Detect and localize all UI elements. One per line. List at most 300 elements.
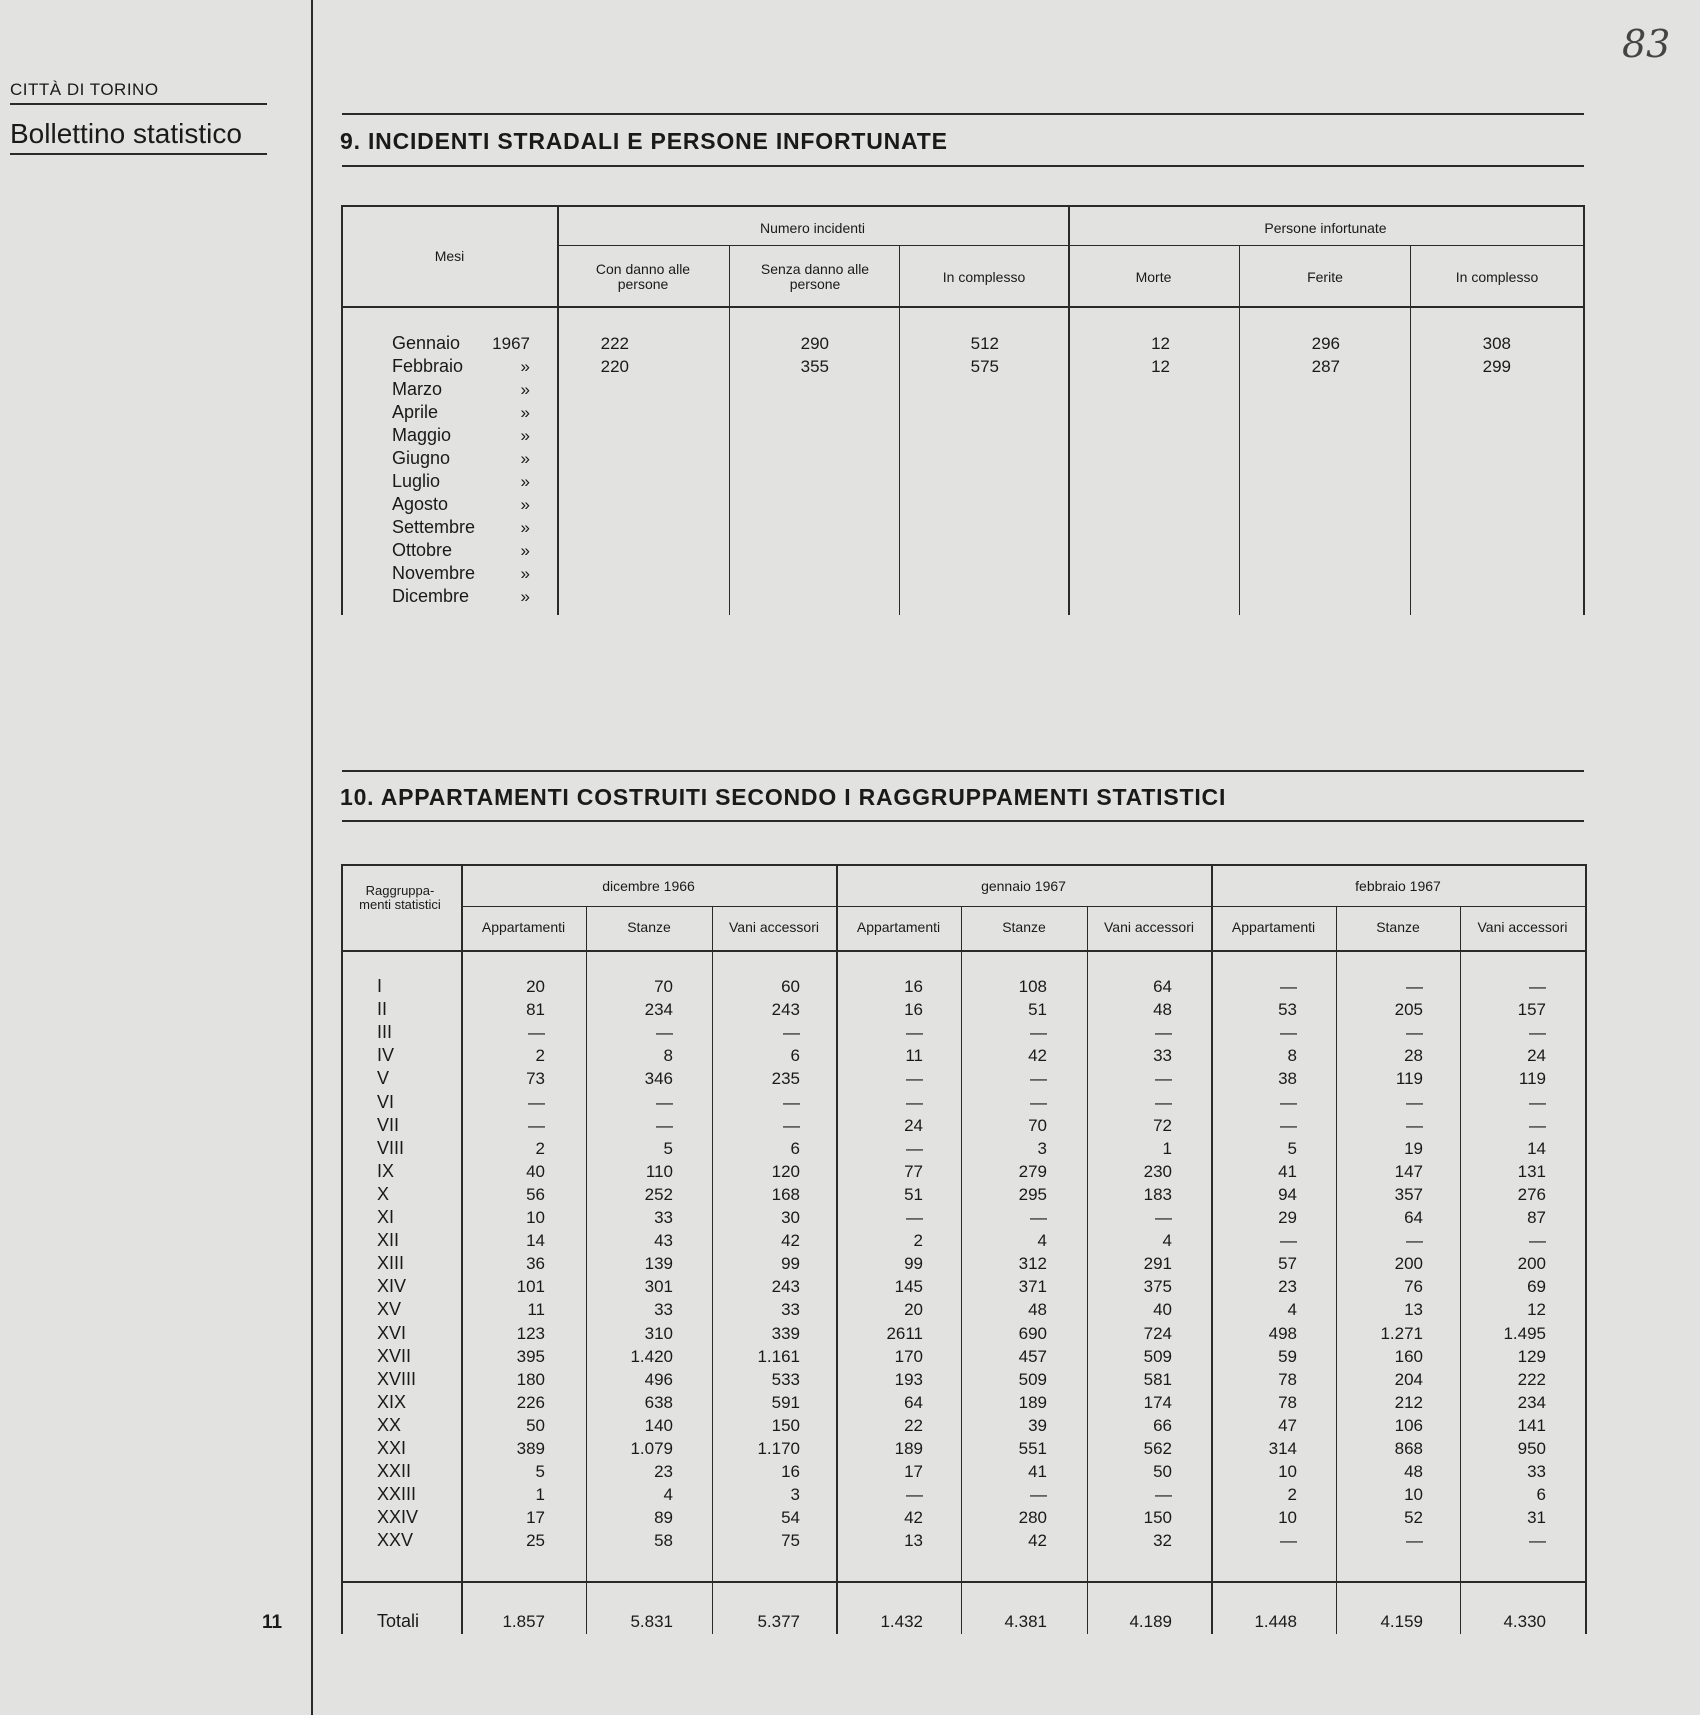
table-cell: 10 bbox=[526, 1208, 545, 1227]
table-cell: 189 bbox=[1018, 1392, 1047, 1412]
table-cell: 70 bbox=[1028, 1115, 1047, 1135]
table-cell bbox=[919, 516, 999, 539]
table-cell bbox=[749, 585, 829, 608]
injured-group-header: Persone infortunate bbox=[1264, 220, 1387, 236]
table-cell: 77 bbox=[904, 1161, 923, 1181]
subcol-header: Stanze bbox=[1376, 919, 1420, 935]
table-cell: 2 bbox=[535, 1138, 545, 1158]
table-cell: 4 bbox=[663, 1485, 673, 1505]
table-cell: — bbox=[1155, 1208, 1172, 1227]
table-cell: — bbox=[1155, 1092, 1172, 1112]
table-cell: 291 bbox=[1143, 1254, 1172, 1274]
table-cell: 78 bbox=[1278, 1369, 1297, 1389]
table-cell: — bbox=[1406, 977, 1423, 996]
table-cell: 10 bbox=[1278, 1462, 1297, 1482]
table-cell bbox=[549, 424, 629, 447]
table-cell: 4 bbox=[1287, 1300, 1297, 1320]
table-cell: 2 bbox=[1287, 1485, 1297, 1505]
table-cell: 5 bbox=[663, 1138, 673, 1158]
group-label: XXII bbox=[377, 1461, 412, 1482]
table-cell bbox=[1260, 493, 1340, 516]
year-label: » bbox=[520, 518, 530, 537]
table-cell: — bbox=[1030, 1208, 1047, 1227]
total-cell: 1.432 bbox=[880, 1612, 923, 1631]
table-cell: 28 bbox=[1404, 1046, 1423, 1066]
col-header: In complesso bbox=[942, 269, 1026, 285]
table-cell: 33 bbox=[654, 1208, 673, 1227]
table-cell: 562 bbox=[1143, 1439, 1172, 1458]
table-cell: — bbox=[656, 1092, 673, 1112]
table-cell: 40 bbox=[1153, 1300, 1172, 1320]
table-cell bbox=[549, 470, 629, 493]
table-cell: — bbox=[1030, 1023, 1047, 1043]
table-cell: 75 bbox=[781, 1531, 800, 1551]
table-cell bbox=[1431, 401, 1511, 424]
table-cell: 41 bbox=[1278, 1161, 1297, 1181]
year-label: » bbox=[520, 426, 530, 445]
month-label: Dicembre bbox=[392, 586, 470, 606]
table-cell: 20 bbox=[526, 977, 545, 996]
table-cell bbox=[1090, 585, 1170, 608]
table-cell bbox=[1090, 539, 1170, 562]
month-label: Aprile bbox=[392, 402, 439, 422]
table-cell: 357 bbox=[1394, 1184, 1423, 1204]
table-cell bbox=[1431, 424, 1511, 447]
col-header: Senza danno alle persone bbox=[760, 261, 870, 292]
table-cell: 139 bbox=[644, 1254, 673, 1274]
table-cell bbox=[1431, 562, 1511, 585]
table-cell: 87 bbox=[1527, 1208, 1546, 1227]
table-cell: 11 bbox=[527, 1300, 545, 1320]
table-cell: 174 bbox=[1143, 1392, 1172, 1412]
table-cell bbox=[919, 585, 999, 608]
table-cell bbox=[749, 516, 829, 539]
table-cell bbox=[1431, 470, 1511, 493]
table-cell: 299 bbox=[1482, 357, 1511, 376]
table-cell: — bbox=[1406, 1115, 1423, 1135]
table-cell: 131 bbox=[1517, 1161, 1546, 1181]
table-cell: 23 bbox=[1278, 1277, 1297, 1297]
table-cell: 230 bbox=[1143, 1161, 1172, 1181]
table-cell: — bbox=[1280, 1023, 1297, 1043]
group-label: VI bbox=[377, 1091, 395, 1112]
table-cell: — bbox=[1406, 1023, 1423, 1043]
table-cell: 16 bbox=[781, 1462, 800, 1482]
table-cell: 8 bbox=[663, 1046, 673, 1066]
table-cell: 222 bbox=[600, 334, 629, 353]
table-cell: — bbox=[1529, 1092, 1546, 1112]
table-cell: 17 bbox=[526, 1508, 545, 1528]
table-cell bbox=[749, 539, 829, 562]
table-cell: 2611 bbox=[886, 1323, 923, 1343]
group-label: XXV bbox=[377, 1530, 414, 1551]
table-cell bbox=[919, 562, 999, 585]
table-cell: 53 bbox=[1278, 1000, 1297, 1020]
table-cell: 220 bbox=[600, 357, 629, 376]
table-cell bbox=[749, 493, 829, 516]
table-cell: 310 bbox=[644, 1323, 673, 1343]
table-cell: — bbox=[1280, 1231, 1297, 1251]
table-cell bbox=[749, 401, 829, 424]
table-cell: 1.495 bbox=[1503, 1323, 1546, 1343]
table-cell: — bbox=[528, 1115, 545, 1135]
total-cell: 4.330 bbox=[1503, 1612, 1546, 1631]
year-label: » bbox=[520, 495, 530, 514]
table-cell bbox=[1260, 539, 1340, 562]
year-label: » bbox=[520, 564, 530, 583]
table-cell: 106 bbox=[1394, 1415, 1423, 1435]
table-cell bbox=[1260, 447, 1340, 470]
table-cell bbox=[549, 585, 629, 608]
table-cell: 48 bbox=[1153, 1000, 1172, 1020]
table-cell: — bbox=[528, 1092, 545, 1112]
table-cell bbox=[1090, 562, 1170, 585]
group-label: XXI bbox=[377, 1438, 407, 1458]
table-cell: 12 bbox=[1151, 334, 1170, 353]
table-cell: 252 bbox=[644, 1184, 673, 1204]
publication-title: Bollettino statistico bbox=[10, 118, 242, 149]
table-cell: — bbox=[1529, 1231, 1546, 1251]
table-cell: 99 bbox=[904, 1254, 923, 1274]
table-cell: 2 bbox=[913, 1231, 923, 1251]
table-cell bbox=[919, 424, 999, 447]
table-cell bbox=[749, 424, 829, 447]
table-cell: 59 bbox=[1278, 1346, 1297, 1366]
table-cell: 14 bbox=[526, 1231, 545, 1251]
month-label: Febbraio bbox=[392, 356, 464, 376]
table-cell bbox=[1090, 378, 1170, 401]
header-divider bbox=[10, 153, 267, 155]
table-cell: 10 bbox=[1404, 1485, 1423, 1505]
table-cell bbox=[1431, 585, 1511, 608]
table-cell: 43 bbox=[654, 1231, 673, 1251]
table-cell bbox=[749, 447, 829, 470]
table-cell: 389 bbox=[516, 1439, 545, 1458]
table-cell: 50 bbox=[526, 1415, 545, 1435]
table-cell: — bbox=[906, 1069, 923, 1089]
table-cell: 24 bbox=[1527, 1046, 1546, 1066]
month-label: Agosto bbox=[392, 494, 449, 514]
table-cell: 94 bbox=[1278, 1184, 1297, 1204]
table-cell bbox=[549, 378, 629, 401]
table-cell: — bbox=[1280, 1092, 1297, 1112]
table-cell: 54 bbox=[781, 1508, 800, 1528]
table-cell: 10 bbox=[1278, 1508, 1297, 1528]
table-cell bbox=[749, 378, 829, 401]
total-cell: 5.377 bbox=[757, 1612, 800, 1631]
table-cell: 19 bbox=[1404, 1138, 1423, 1158]
table-cell: — bbox=[783, 1023, 800, 1043]
year-label: » bbox=[520, 357, 530, 376]
month-label: Settembre bbox=[392, 517, 476, 537]
year-label: » bbox=[520, 380, 530, 399]
table-cell: 6 bbox=[1536, 1485, 1546, 1505]
table-cell: 123 bbox=[516, 1323, 545, 1343]
month-label: Giugno bbox=[392, 448, 451, 468]
table-cell bbox=[1431, 447, 1511, 470]
table-cell: 395 bbox=[516, 1346, 545, 1366]
table-cell bbox=[1431, 378, 1511, 401]
subcol-header: Appartamenti bbox=[856, 919, 941, 935]
table-cell: — bbox=[1280, 1531, 1297, 1551]
incidents-group-header: Numero incidenti bbox=[759, 220, 866, 236]
table-cell: 279 bbox=[1018, 1161, 1047, 1181]
table-cell: 1.161 bbox=[757, 1346, 800, 1366]
total-cell: 5.831 bbox=[630, 1612, 673, 1631]
table-cell: 33 bbox=[654, 1300, 673, 1320]
table-cell: — bbox=[1529, 1531, 1546, 1551]
table-cell: 200 bbox=[1517, 1254, 1546, 1274]
group-label: XVII bbox=[377, 1345, 412, 1366]
table-cell: 457 bbox=[1018, 1346, 1047, 1366]
table-cell: 243 bbox=[771, 1277, 800, 1297]
period-header: dicembre 1966 bbox=[602, 878, 695, 894]
table-cell: 58 bbox=[654, 1531, 673, 1551]
table-cell: 157 bbox=[1517, 1000, 1546, 1020]
table-cell: 170 bbox=[894, 1346, 923, 1366]
table-cell: 22 bbox=[904, 1415, 923, 1435]
table-cell: 308 bbox=[1482, 334, 1511, 353]
table-cell: 12 bbox=[1151, 357, 1170, 376]
table-cell: 110 bbox=[645, 1161, 673, 1181]
table-cell: — bbox=[1030, 1485, 1047, 1505]
table-cell: 147 bbox=[1394, 1161, 1423, 1181]
table-cell: 8 bbox=[1287, 1046, 1297, 1066]
table-cell: 12 bbox=[1527, 1300, 1546, 1320]
table-cell: — bbox=[1030, 1069, 1047, 1089]
table-cell: 42 bbox=[781, 1231, 800, 1251]
table-cell: 42 bbox=[1028, 1046, 1047, 1066]
table-cell: 1.079 bbox=[630, 1439, 673, 1458]
group-label: XV bbox=[377, 1299, 402, 1320]
col-header: Con danno alle persone bbox=[595, 261, 691, 292]
table-cell bbox=[1090, 470, 1170, 493]
table-cell: 64 bbox=[904, 1392, 923, 1412]
table-cell bbox=[1431, 539, 1511, 562]
section-rule bbox=[342, 770, 1584, 772]
table-cell: 5 bbox=[535, 1462, 545, 1482]
month-label: Luglio bbox=[392, 471, 441, 491]
table-cell: 140 bbox=[644, 1415, 673, 1435]
table-cell: — bbox=[1155, 1023, 1172, 1043]
table-cell: 160 bbox=[1394, 1346, 1423, 1366]
table-cell: 314 bbox=[1268, 1439, 1297, 1458]
table-cell: 3 bbox=[1037, 1138, 1047, 1158]
table-cell bbox=[549, 539, 629, 562]
table-cell bbox=[1260, 585, 1340, 608]
section-rule bbox=[342, 820, 1584, 822]
table-cell: 235 bbox=[771, 1069, 800, 1089]
table-cell: 1.271 bbox=[1380, 1323, 1423, 1343]
group-label: XII bbox=[377, 1230, 400, 1251]
table-cell: 280 bbox=[1018, 1508, 1047, 1528]
table-cell bbox=[549, 493, 629, 516]
table-cell bbox=[919, 470, 999, 493]
table-cell: — bbox=[656, 1115, 673, 1135]
table-cell: 108 bbox=[1018, 977, 1047, 996]
table-cell: 287 bbox=[1311, 357, 1340, 376]
table-cell: 47 bbox=[1278, 1415, 1297, 1435]
table-cell bbox=[749, 562, 829, 585]
table-cell: — bbox=[906, 1485, 923, 1505]
table-cell: 48 bbox=[1404, 1462, 1423, 1482]
group-label: IV bbox=[377, 1045, 395, 1066]
table-cell: — bbox=[906, 1208, 923, 1227]
table-cell: 581 bbox=[1143, 1369, 1172, 1389]
table-cell bbox=[1090, 401, 1170, 424]
col-header: In complesso bbox=[1455, 269, 1539, 285]
table-cell: 30 bbox=[781, 1208, 800, 1227]
group-label: IX bbox=[377, 1160, 395, 1181]
table-cell: 33 bbox=[1527, 1462, 1546, 1482]
table-cell: 33 bbox=[1153, 1046, 1172, 1066]
group-label: XIX bbox=[377, 1391, 407, 1412]
table-cell: 78 bbox=[1278, 1392, 1297, 1412]
table-cell: 205 bbox=[1394, 1000, 1423, 1020]
table-cell: 56 bbox=[526, 1184, 545, 1204]
table-cell bbox=[549, 516, 629, 539]
table-cell: 70 bbox=[654, 977, 673, 996]
table-cell bbox=[549, 562, 629, 585]
raggruppamenti-header: Raggruppa- menti statistici bbox=[359, 883, 441, 912]
table-cell: 950 bbox=[1517, 1439, 1546, 1458]
group-label: XXIII bbox=[377, 1484, 417, 1505]
table-cell bbox=[1090, 424, 1170, 447]
table-cell: 234 bbox=[644, 1000, 673, 1020]
table-cell: 13 bbox=[904, 1531, 923, 1551]
table-cell: 4 bbox=[1162, 1231, 1172, 1251]
table-cell: 509 bbox=[1018, 1369, 1047, 1389]
totals-label: Totali bbox=[377, 1611, 420, 1631]
total-cell: 1.857 bbox=[502, 1612, 545, 1631]
table-cell bbox=[919, 539, 999, 562]
table-cell: 183 bbox=[1143, 1184, 1172, 1204]
table-cell bbox=[919, 447, 999, 470]
table-cell: 5 bbox=[1287, 1138, 1297, 1158]
col-header: Morte bbox=[1135, 269, 1172, 285]
table-cell: 23 bbox=[654, 1462, 673, 1482]
table-cell: 40 bbox=[526, 1161, 545, 1181]
table-cell: — bbox=[783, 1092, 800, 1112]
table-cell: — bbox=[783, 1115, 800, 1135]
table-cell: 204 bbox=[1394, 1369, 1423, 1389]
table-cell: 129 bbox=[1517, 1346, 1546, 1366]
table-cell: 638 bbox=[644, 1392, 673, 1412]
table-cell: 512 bbox=[970, 334, 999, 353]
month-label: Gennaio bbox=[392, 333, 461, 353]
table-cell: 2 bbox=[535, 1046, 545, 1066]
table10-title: 10. APPARTAMENTI COSTRUITI SECONDO I RAGGRUPPAMENTI STATISTICI bbox=[340, 784, 1227, 810]
group-label: VIII bbox=[377, 1137, 405, 1158]
table-cell: 868 bbox=[1394, 1439, 1423, 1458]
table-cell: 52 bbox=[1404, 1508, 1423, 1528]
mesi-header: Mesi bbox=[434, 248, 465, 264]
group-label: III bbox=[377, 1022, 393, 1043]
table-cell: — bbox=[1030, 1092, 1047, 1112]
table-cell: — bbox=[906, 1138, 923, 1158]
subcol-header: Stanze bbox=[627, 919, 671, 935]
table-cell: 551 bbox=[1018, 1439, 1047, 1458]
group-label: XVI bbox=[377, 1322, 407, 1343]
table-cell: 13 bbox=[1404, 1300, 1423, 1320]
month-label: Novembre bbox=[392, 563, 476, 583]
table-cell: 119 bbox=[1518, 1069, 1546, 1089]
table-cell: — bbox=[1280, 1115, 1297, 1135]
table-cell: 145 bbox=[894, 1277, 923, 1297]
table-cell: 29 bbox=[1278, 1208, 1297, 1227]
table-cell: 42 bbox=[904, 1508, 923, 1528]
table-cell bbox=[549, 447, 629, 470]
table-cell: 50 bbox=[1153, 1462, 1172, 1482]
table-cell bbox=[1260, 424, 1340, 447]
group-label: XVIII bbox=[377, 1368, 417, 1389]
table-cell: 16 bbox=[904, 977, 923, 996]
table-cell: — bbox=[1155, 1485, 1172, 1505]
table-cell: 724 bbox=[1143, 1323, 1172, 1343]
table-cell: 31 bbox=[1527, 1508, 1546, 1528]
table-cell: — bbox=[906, 1023, 923, 1043]
section-rule bbox=[342, 113, 1584, 115]
table-cell: 119 bbox=[1395, 1069, 1423, 1089]
table-cell: 276 bbox=[1517, 1184, 1546, 1204]
table-cell: — bbox=[1280, 977, 1297, 996]
table-cell bbox=[919, 493, 999, 516]
group-label: V bbox=[377, 1068, 390, 1089]
table-cell: 312 bbox=[1018, 1254, 1047, 1274]
table-cell: 51 bbox=[904, 1184, 923, 1204]
table-cell: 234 bbox=[1517, 1392, 1546, 1412]
table-cell: — bbox=[528, 1023, 545, 1043]
table-cell: 591 bbox=[771, 1392, 800, 1412]
table-cell: 533 bbox=[771, 1369, 800, 1389]
table-cell: 200 bbox=[1394, 1254, 1423, 1274]
year-label: » bbox=[520, 587, 530, 606]
table-cell: 120 bbox=[771, 1161, 800, 1181]
table-cell: 99 bbox=[781, 1254, 800, 1274]
table-cell: 42 bbox=[1028, 1531, 1047, 1551]
header-divider bbox=[10, 103, 267, 105]
subcol-header: Stanze bbox=[1002, 919, 1046, 935]
table-cell: 301 bbox=[644, 1277, 673, 1297]
table-cell bbox=[1090, 447, 1170, 470]
section-rule bbox=[342, 165, 1584, 167]
year-label: » bbox=[520, 449, 530, 468]
table-cell: 17 bbox=[904, 1462, 923, 1482]
table-cell: 226 bbox=[516, 1392, 545, 1412]
table-cell: 575 bbox=[970, 357, 999, 376]
table-cell: 101 bbox=[516, 1277, 545, 1297]
total-cell: 4.159 bbox=[1380, 1612, 1423, 1631]
year-label: » bbox=[520, 472, 530, 491]
period-header: gennaio 1967 bbox=[981, 878, 1066, 894]
table-cell bbox=[919, 378, 999, 401]
subcol-header: Vani accessori bbox=[1477, 919, 1568, 935]
table-cell: 180 bbox=[516, 1369, 545, 1389]
table-cell bbox=[1260, 516, 1340, 539]
table-cell bbox=[749, 470, 829, 493]
table-cell: 1 bbox=[1162, 1138, 1172, 1158]
group-label: II bbox=[377, 999, 388, 1020]
table-cell: 6 bbox=[790, 1046, 800, 1066]
table-cell: — bbox=[1406, 1092, 1423, 1112]
table-cell: 193 bbox=[894, 1369, 923, 1389]
table-cell bbox=[1431, 493, 1511, 516]
table-cell: 212 bbox=[1394, 1392, 1423, 1412]
table-cell: 11 bbox=[905, 1046, 923, 1066]
table-cell: 66 bbox=[1153, 1415, 1172, 1435]
total-cell: 1.448 bbox=[1254, 1612, 1297, 1631]
table-cell: 375 bbox=[1143, 1277, 1172, 1297]
